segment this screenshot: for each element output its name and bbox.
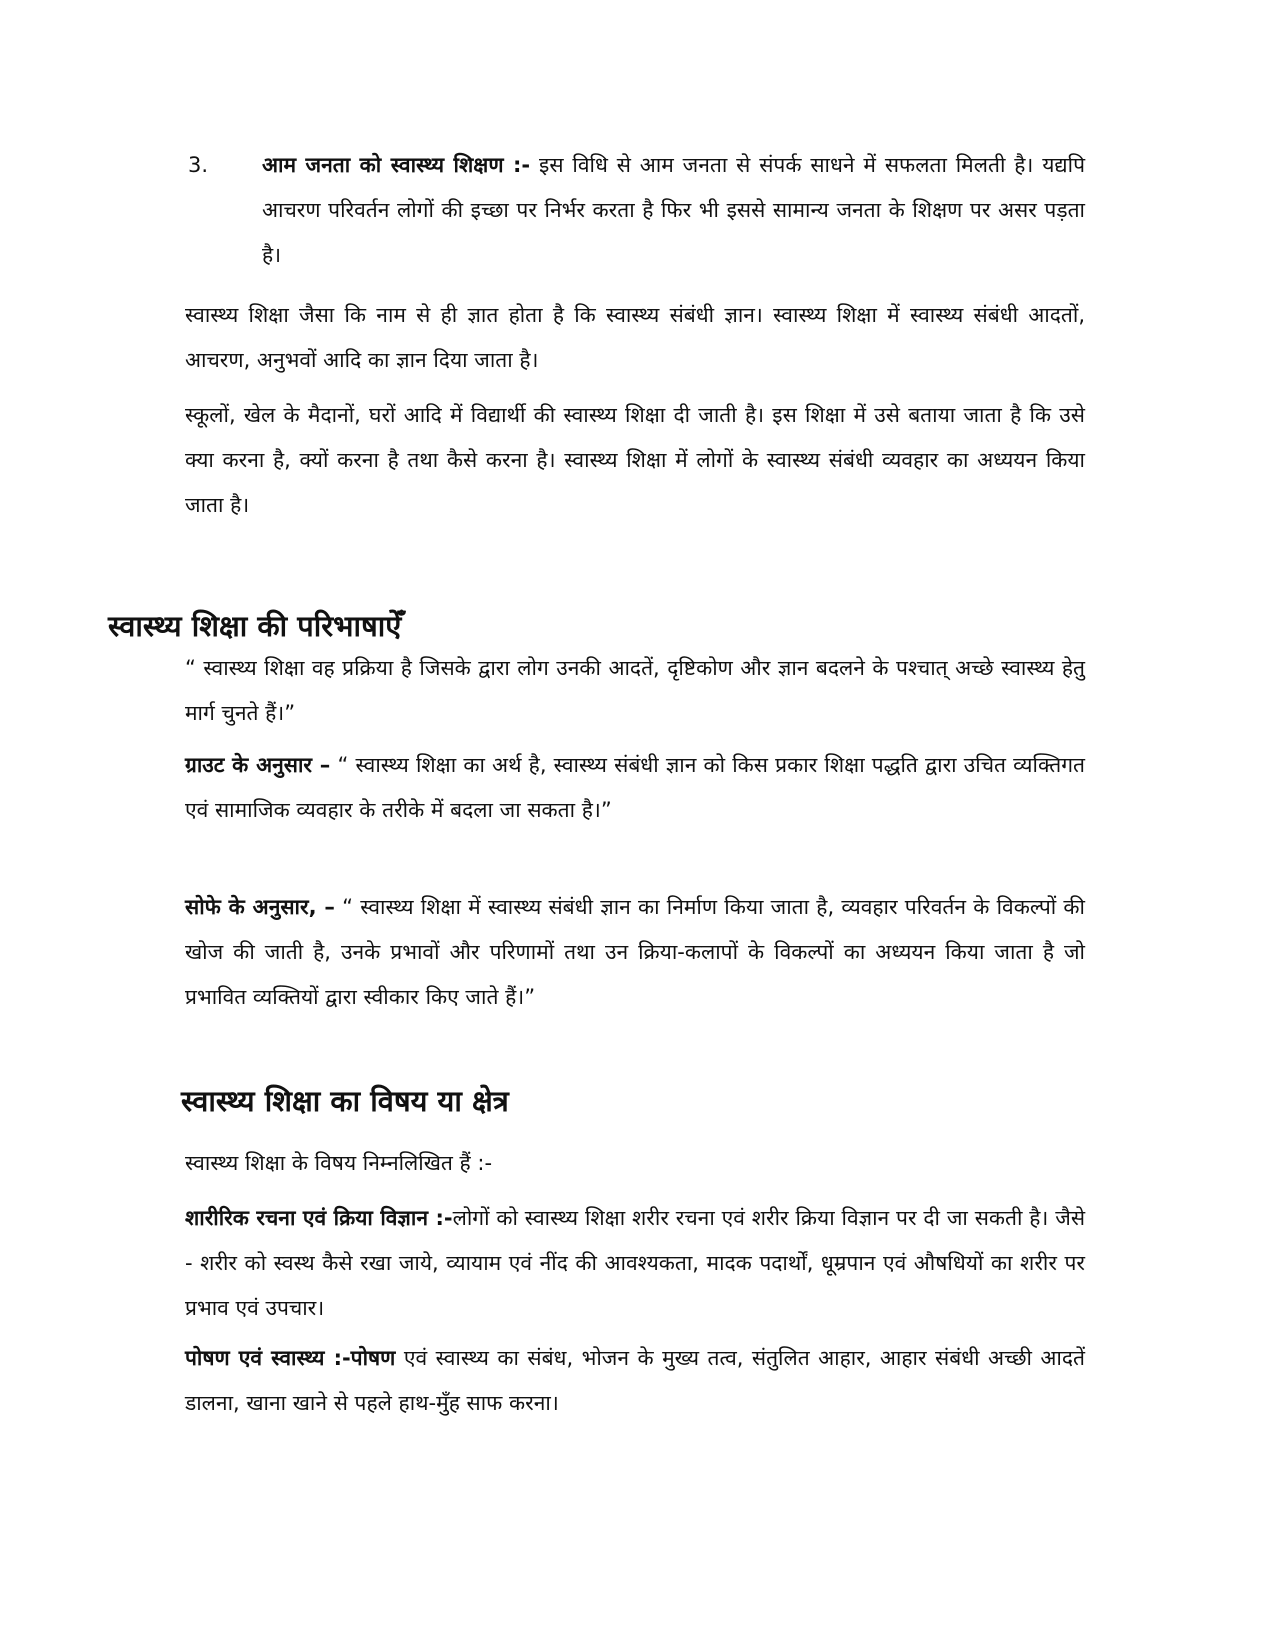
scope-item-text: एवं स्वास्थ्य का संबंध, भोजन के मुख्य तत्व, संतुलित आहार, आहार संबंधी अच्छी आदतें डालना, खाना खाने से पहले हाथ-मुँह साफ करना। bbox=[185, 1346, 1085, 1415]
list-number: 3. bbox=[188, 153, 209, 177]
scope-item-2 bbox=[185, 1336, 1085, 1426]
scope-item-title: शारीरिक रचना एवं क्रिया विज्ञान :- bbox=[185, 1206, 453, 1230]
definition-quote-3 bbox=[185, 885, 1085, 1020]
definition-text: “ स्वास्थ्य शिक्षा का अर्थ है, स्वास्थ्य संबंधी ज्ञान को किस प्रकार शिक्षा पद्धति द्वारा उचित व्यक्तिगत एवं सामाजिक व्यवहार के तरीके में बदला जा सकता है।” bbox=[185, 753, 1085, 822]
paragraph-2: स्कूलों, खेल के मैदानों, घरों आदि में विद्यार्थी की स्वास्थ्य शिक्षा दी जाती है। इस शिक्षा में उसे बताया जाता है कि उसे क्या करना है, क्यों करना है तथा कैसे करना है। स्वास्थ्य शिक्षा में लोगों के स्वास्थ्य संबंधी व्यवहार का अध्ययन किया जाता है। bbox=[185, 403, 1085, 517]
definition-author: सोफे के अनुसार, – bbox=[185, 895, 335, 919]
list-item-title: आम जनता को स्वास्थ्य शिक्षण :- bbox=[262, 153, 531, 177]
definition-quote-1: “ स्वास्थ्य शिक्षा वह प्रक्रिया है जिसके द्वारा लोग उनकी आदतें, दृष्टिकोण और ज्ञान बदलने के पश्चात् अच्छे स्वास्थ्य हेतु मार्ग चुनते हैं।” bbox=[185, 656, 1085, 725]
list-item-text: इस विधि से आम जनता से संपर्क साधने में सफलता मिलती है। यद्यपि आचरण परिवर्तन लोगों की इच्छा पर निर्भर करता है फिर भी इससे सामान्य जनता के शिक्षण पर असर पड़ता है। bbox=[262, 153, 1086, 267]
section-heading-scope: स्वास्थ्य शिक्षा का विषय या क्षेत्र bbox=[181, 1084, 509, 1118]
scope-intro: स्वास्थ्य शिक्षा के विषय निम्नलिखित हैं :- bbox=[185, 1151, 493, 1175]
paragraph-1: स्वास्थ्य शिक्षा जैसा कि नाम से ही ज्ञात होता है कि स्वास्थ्य संबंधी ज्ञान। स्वास्थ्य शिक्षा में स्वास्थ्य संबंधी आदतों, आचरण, अनुभवों आदि का ज्ञान दिया जाता है। bbox=[185, 303, 1085, 372]
scope-item-text: लोगों को स्वास्थ्य शिक्षा शरीर रचना एवं शरीर क्रिया विज्ञान पर दी जा सकती है। जैसे - शरीर को स्वस्थ कैसे रखा जाये, व्यायाम एवं नींद की आवश्यकता, मादक पदार्थों, धूम्रपान एवं औषधियों का शरीर पर प्रभाव एवं उपचार। bbox=[185, 1206, 1086, 1320]
definition-text: “ स्वास्थ्य शिक्षा में स्वास्थ्य संबंधी ज्ञान का निर्माण किया जाता है, व्यवहार परिवर्तन के विकल्पों की खोज की जाती है, उनके प्रभावों और परिणामों तथा उन क्रिया-कलापों के विकल्पों का अध्ययन किया जाता है जो प्रभावित व्यक्तियों द्वारा स्वीकार किए जाते हैं।” bbox=[185, 895, 1085, 1009]
section-heading-definitions: स्वास्थ्य शिक्षा की परिभाषाऐँ bbox=[108, 609, 402, 643]
definition-quote-2 bbox=[185, 743, 1085, 833]
scope-item-title: पोषण एवं स्वास्थ्य :-पोषण bbox=[185, 1346, 396, 1370]
list-item-3 bbox=[262, 143, 1085, 278]
definition-author: ग्राउट के अनुसार – bbox=[185, 753, 331, 777]
scope-item-1 bbox=[185, 1196, 1085, 1331]
